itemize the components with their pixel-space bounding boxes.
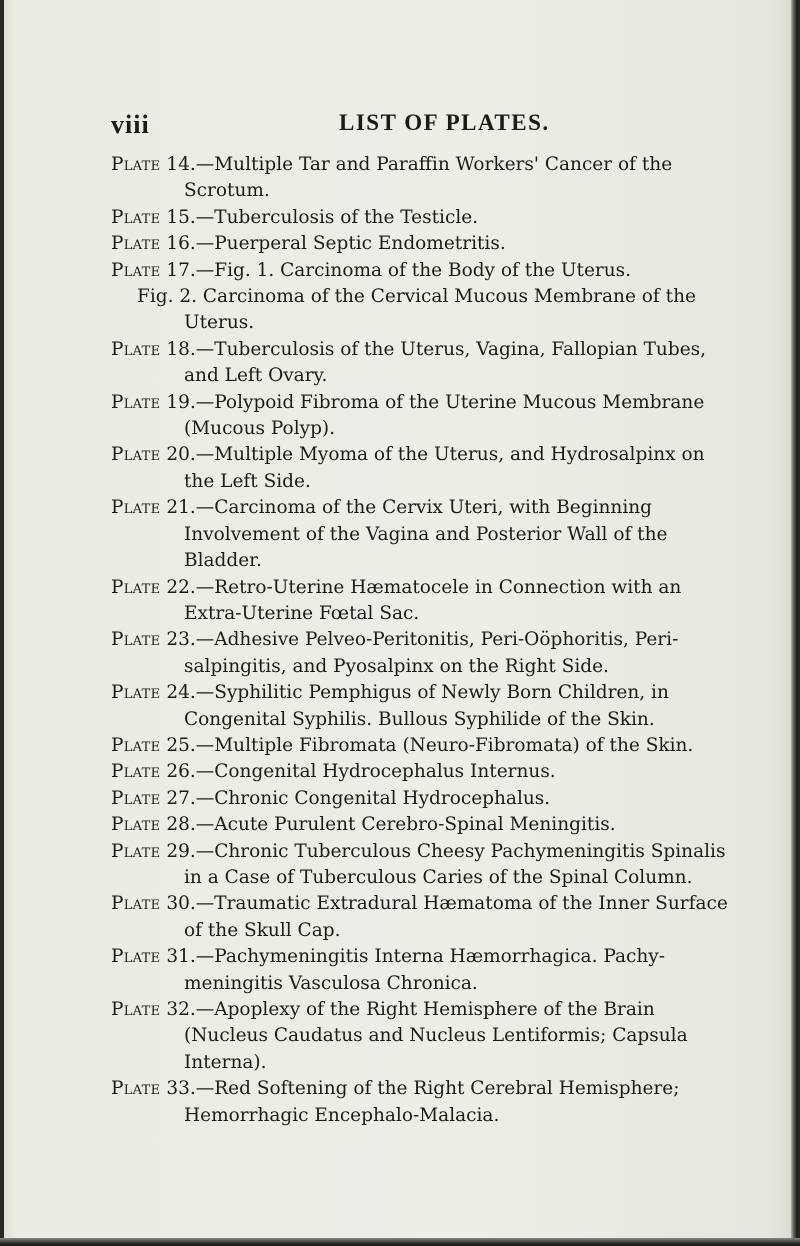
plate-entry xyxy=(111,337,736,390)
plate-label: Plate xyxy=(111,787,161,809)
plate-entry xyxy=(111,733,736,759)
plate-label: Plate xyxy=(111,814,161,836)
plate-description: 30.—Traumatic Extradural Hæmatoma of the Inner Surface of the Skull Cap. xyxy=(166,893,728,941)
plate-description: 17.—Fig. 1. Carcinoma of the Body of the Uterus. xyxy=(166,259,632,281)
plate-label: Plate xyxy=(111,391,161,413)
plate-description: 22.—Retro-Uterine Hæmatocele in Connection with an Extra-Uterine Fœtal Sac. xyxy=(166,576,682,624)
plate-entry xyxy=(111,627,736,680)
plate-label: Plate xyxy=(111,999,161,1020)
plate-label: Plate xyxy=(111,154,161,175)
plate-description: 21.—Carcinoma of the Cervix Uteri, with Beginning Involvement of the Vagina and Posterior Wall of the Bladder. xyxy=(166,497,668,572)
plate-description: 20.—Multiple Myoma of the Uterus, and Hydrosalpinx on the Left Side. xyxy=(166,444,705,492)
plate-entry xyxy=(111,575,736,628)
page-right-edge xyxy=(791,0,800,1246)
plate-entry xyxy=(111,759,736,785)
plate-description: 24.—Syphilitic Pemphigus of Newly Born Children, in Congenital Syphilis. Bullous Syphilide of the Skin. xyxy=(166,682,669,730)
plate-label: Plate xyxy=(111,444,161,466)
plate-description: 18.—Tuberculosis of the Uterus, Vagina, Fallopian Tubes, and Left Ovary. xyxy=(166,338,707,387)
plate-entry xyxy=(111,390,736,443)
plate-entry xyxy=(111,786,736,812)
plate-label: Plate xyxy=(111,734,161,756)
plate-description: 16.—Puerperal Septic Endometritis. xyxy=(166,233,506,255)
plate-entry xyxy=(111,891,736,944)
plate-description: Fig. 2. Carcinoma of the Cervical Mucous Membrane of the Uterus. xyxy=(137,286,696,334)
plate-list xyxy=(111,152,736,1129)
plate-label: Plate xyxy=(111,893,161,915)
plate-entry xyxy=(111,1076,736,1129)
plate-label: Plate xyxy=(111,206,161,228)
plate-description: 14.—Multiple Tar and Paraffin Workers' Cancer of the Scrotum. xyxy=(166,154,673,202)
page-left-edge xyxy=(0,0,4,1246)
plate-entry xyxy=(111,997,736,1076)
plate-description: 28.—Acute Purulent Cerebro-Spinal Meningitis. xyxy=(166,814,616,836)
plate-label: Plate xyxy=(111,682,161,704)
page-bottom-edge xyxy=(0,1238,800,1246)
plate-entry xyxy=(111,680,736,733)
plate-description: 31.—Pachymeningitis Interna Hæmorrhagica. Pachy-meningitis Vasculosa Chronica. xyxy=(166,946,665,994)
plate-entry xyxy=(111,812,736,838)
plate-label: Plate xyxy=(111,840,161,862)
plate-description: 15.—Tuberculosis of the Testicle. xyxy=(166,206,479,228)
page-header xyxy=(111,110,711,140)
plate-description: 23.—Adhesive Pelveo-Peritonitis, Peri-Oöphoritis, Peri-salpingitis, and Pyosalpinx on the Right Side. xyxy=(166,629,679,677)
plate-label: Plate xyxy=(111,497,161,519)
plate-entry xyxy=(111,231,736,257)
plate-label: Plate xyxy=(111,233,161,255)
plate-description: 27.—Chronic Congenital Hydrocephalus. xyxy=(166,787,551,809)
plate-entry xyxy=(111,839,736,892)
plate-entry xyxy=(111,152,736,205)
plate-description: 29.—Chronic Tuberculous Cheesy Pachymeningitis Spinalis in a Case of Tuberculous Caries of the Spinal Column. xyxy=(166,840,726,888)
page-number: viii xyxy=(111,110,150,139)
plate-label: Plate xyxy=(111,576,161,598)
plate-description: 26.—Congenital Hydrocephalus Internus. xyxy=(166,761,556,783)
plate-label: Plate xyxy=(111,259,161,281)
plate-description: 32.—Apoplexy of the Right Hemisphere of the Brain (Nucleus Caudatus and Nucleus Lentiformis; Capsula Interna). xyxy=(166,999,688,1073)
plate-label: Plate xyxy=(111,761,161,783)
plate-label: Plate xyxy=(111,946,161,968)
plate-entry xyxy=(111,284,736,337)
plate-description: 25.—Multiple Fibromata (Neuro-Fibromata) of the Skin. xyxy=(166,734,694,756)
plate-label: Plate xyxy=(111,338,161,360)
plate-label: Plate xyxy=(111,629,161,651)
plate-entry xyxy=(111,495,736,574)
plate-entry xyxy=(111,258,736,284)
plate-entry xyxy=(111,205,736,231)
plate-entry xyxy=(111,944,736,997)
plate-description: 33.—Red Softening of the Right Cerebral Hemisphere; Hemorrhagic Encephalo-Malacia. xyxy=(166,1078,680,1126)
plate-entry xyxy=(111,442,736,495)
plate-label: Plate xyxy=(111,1078,161,1100)
plate-description: 19.—Polypoid Fibroma of the Uterine Mucous Membrane (Mucous Polyp). xyxy=(166,391,705,440)
running-title: LIST OF PLATES. xyxy=(339,110,550,135)
